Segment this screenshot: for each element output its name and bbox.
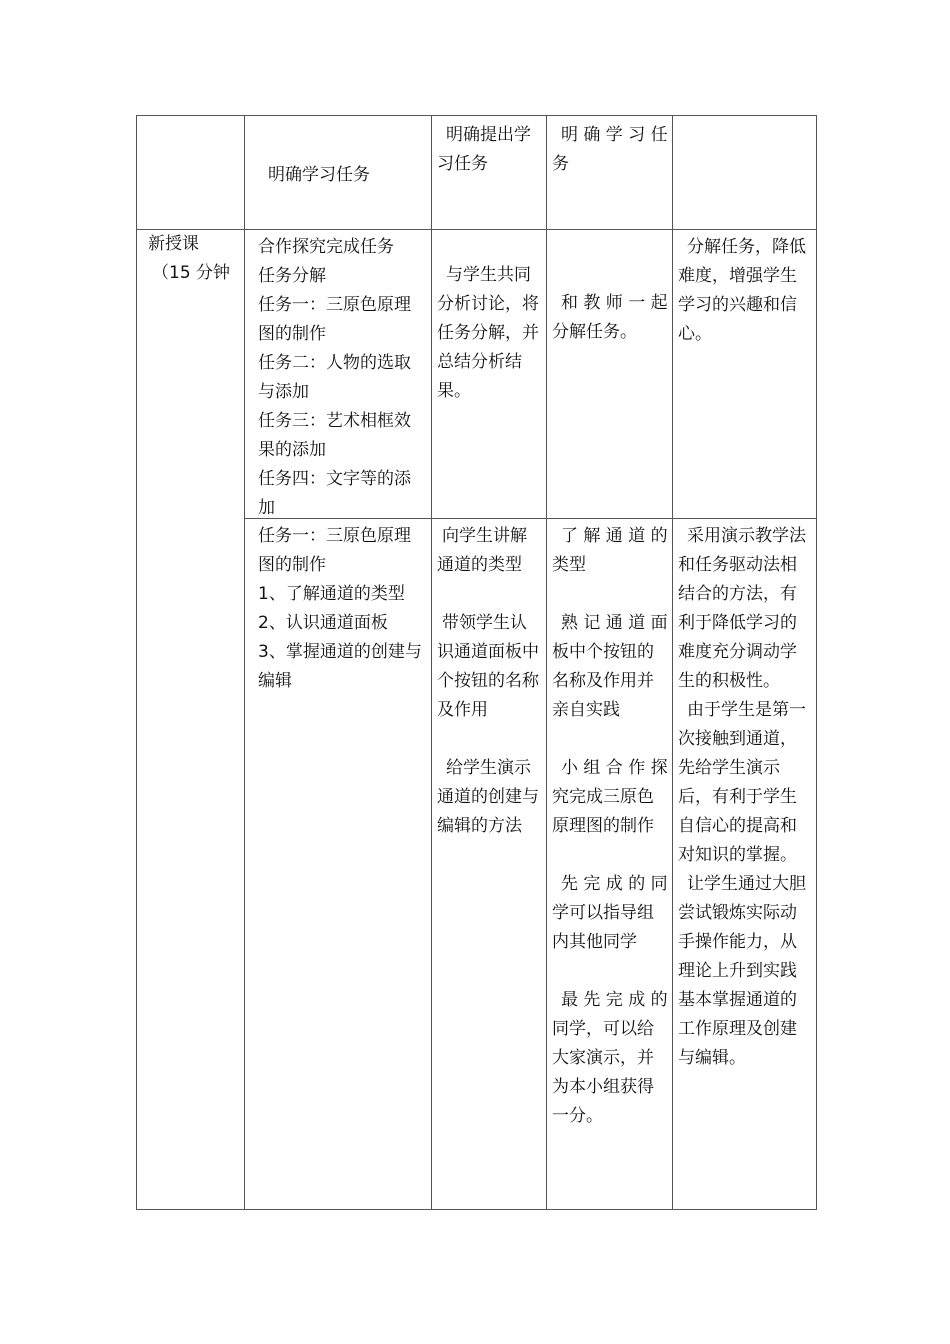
section-duration: （15 分钟 [152, 263, 231, 283]
table-bottom-border [136, 1209, 817, 1210]
col-divider-3 [546, 115, 547, 1210]
header-learning-task: 明确学习任务 [268, 165, 370, 185]
row1-design-intent: 分解任务，降低难度，增强学生学习的兴趣和信心。 [678, 237, 806, 344]
col-divider-4 [672, 115, 673, 1210]
row1-content: 合作探究完成任务 任务分解 任务一：三原色原理图的制作 任务二：人物的选取与添加 任务三：艺术相框效果的添加 任务四：文字等的添加 [258, 237, 411, 518]
row1-teacher-activity: 与学生共同分析讨论，将任务分解，并总结分析结果。 [437, 265, 539, 401]
col-divider-2 [431, 115, 432, 1210]
row2-content: 任务一：三原色原理图的制作 1、了解通道的类型 2、认识通道面板 3、掌握通道的创建与编辑 [258, 526, 422, 691]
row2-design-intent: 采用演示教学法和任务驱动法相结合的方法，有利于降低学习的难度充分调动学生的积极性。 由于学生是第一次接触到通道，先给学生演示后，有利于学生自信心的提高和对知识的掌握。 让学生通过大胆尝试锻炼实际动手操作能力，从理论上升到实践基本掌握通道的工作原理及创建与编辑。 [678, 526, 806, 1068]
header-teacher-activity: 明确提出学习任务 [437, 125, 531, 174]
section-label [148, 230, 242, 288]
row2-teacher-activity: 向学生讲解通道的类型 带领学生认识通道面板中个按钮的名称及作用 给学生演示通道的创建与编辑的方法 [437, 526, 539, 836]
header-student-activity: 明 确 学 习 任务 [552, 125, 668, 174]
row2-student-activity: 了 解 通 道 的类型 熟 记 通 道 面板中个按钮的名称及作用并亲自实践 小 组 合 作 探究完成三原色原理图的制作 先 完 成 的 同学可以指导组内其他同学 最 先 完 成 的同学，可以给大家演示，并为本小组获得一分。 [552, 526, 668, 1126]
section-name: 新授课 [148, 234, 199, 254]
table-left-border [136, 115, 137, 1210]
row1-student-activity: 和 教 师 一 起分解任务。 [552, 293, 668, 342]
col-divider-1 [244, 115, 245, 1210]
table-top-border [136, 115, 817, 116]
table-right-border [816, 115, 817, 1210]
